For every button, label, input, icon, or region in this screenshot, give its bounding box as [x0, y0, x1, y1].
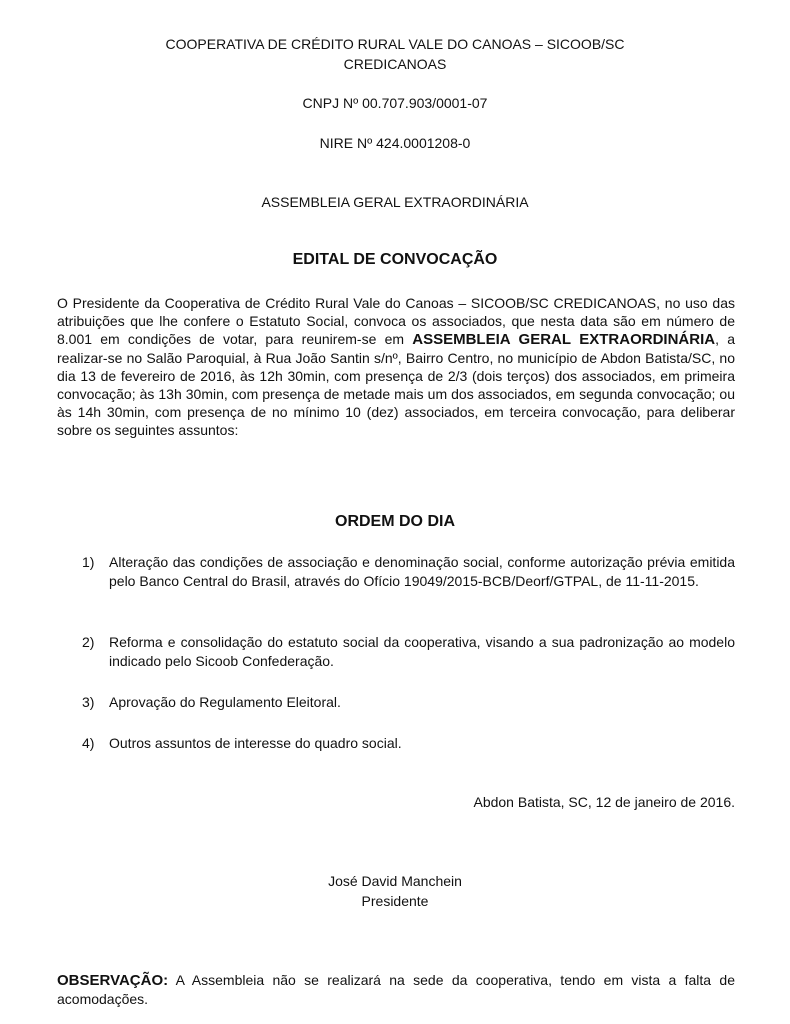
signature-role: Presidente [361, 893, 429, 909]
agenda-item [82, 553, 735, 591]
intro-paragraph [57, 294, 735, 439]
agenda-item-text: Outros assuntos de interesse do quadro social. [109, 735, 402, 751]
header-line-1: COOPERATIVA DE CRÉDITO RURAL VALE DO CANOAS – SICOOB/SC [165, 36, 625, 52]
signature-name: José David Manchein [328, 873, 462, 889]
observation-text: A Assembleia não se realizará na sede da cooperativa, tendo em vista a falta de acomodações. [57, 972, 735, 1007]
agenda-item-number: 3) [82, 694, 95, 710]
agenda-item-text: Aprovação do Regulamento Eleitoral. [109, 694, 341, 710]
agenda-heading: ORDEM DO DIA [335, 513, 455, 530]
intro-part-1: O Presidente da Cooperativa de Crédito Rural Vale do Canoas – SICOOB/SC CREDICANOAS, no uso das atribuições que lhe confere o Estatuto Social, convoca os associados, que nesta data são em número de 8.001 em condições de votar, para reunirem-se em [57, 295, 735, 347]
observation-note [57, 971, 735, 1008]
intro-part-2: , a realizar-se no Salão Paroquial, à Rua João Santin s/nº, Bairro Centro, no município de Abdon Batista/SC, no dia 13 de fevereiro de 2016, às 12h 30min, com presença de 2/3 (dois terços) dos associados, em primeira convocação; às 13h 30min, com presença de metade mais um dos associados, em segunda convocação; ou às 14h 30min, com presença de no mínimo 10 (dez) associados, em terceira convocação, para deliberar sobre os seguintes assuntos: [57, 331, 735, 438]
place-date: Abdon Batista, SC, 12 de janeiro de 2016. [473, 794, 735, 810]
assembly-type: ASSEMBLEIA GERAL EXTRAORDINÁRIA [261, 194, 529, 210]
observation-label: OBSERVAÇÃO: [57, 972, 169, 989]
agenda-item-text: Alteração das condições de associação e denominação social, conforme autorização prévia emitida pelo Banco Central do Brasil, através do Ofício 19049/2015-BCB/Deorf/GTPAL, de 11-11-2015. [109, 554, 735, 589]
nire-line: NIRE Nº 424.0001208-0 [319, 135, 471, 151]
agenda-item-number: 2) [82, 634, 95, 650]
intro-emphasis: ASSEMBLEIA GERAL EXTRAORDINÁRIA [412, 331, 716, 348]
agenda-item-number: 4) [82, 735, 95, 751]
agenda-item [82, 693, 735, 712]
header-line-2: CREDICANOAS [343, 56, 447, 72]
agenda-item-text: Reforma e consolidação do estatuto social da cooperativa, visando a sua padronização ao modelo indicado pelo Sicoob Confederação. [109, 634, 735, 669]
agenda-item [82, 633, 735, 671]
cnpj-line: CNPJ Nº 00.707.903/0001-07 [302, 95, 488, 111]
document-title: EDITAL DE CONVOCAÇÃO [292, 251, 498, 268]
agenda-item [82, 734, 735, 753]
agenda-item-number: 1) [82, 554, 95, 570]
